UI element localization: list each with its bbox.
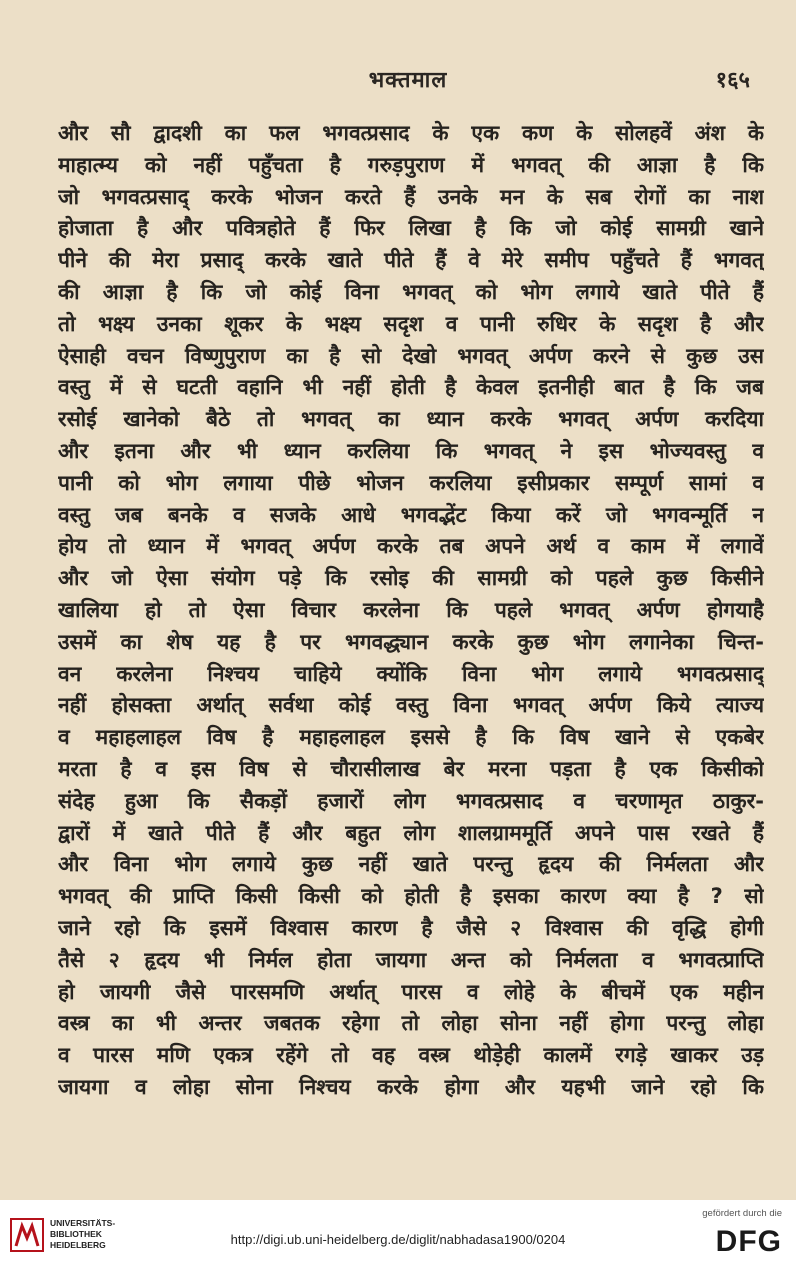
library-name-line-3: HEIDELBERG [50,1240,106,1250]
text-line: और विना भोग लगाये कुछ नहीं खाते परन्तु हृदय की निर्मलता और [58,852,764,877]
text-line: उसमें का शेष यह है पर भगवद्ध्यान करके कुछ भोग लगानेका चिन्त- [58,629,764,654]
viewer-footer [0,1200,796,1270]
text-line: माहात्म्य को नहीं पहुँचता है गरुड़पुराण में भगवत् की आज्ञा है कि [58,152,764,177]
page-header [60,64,756,94]
text-line: खालिया हो तो ऐसा विचार करलेना कि पहले भगवत् अर्पण होगयाहै [58,597,764,622]
text-line: पानी को भोग लगाया पीछे भोजन करलिया इसीप्रकार सम्पूर्ण सामां व [58,470,764,495]
text-line: ऐसाही वचन विष्णुपुराण का है सो देखो भगवत् अर्पण करने से कुछ उस [58,343,764,368]
text-line: वस्तु जब बनके व सजके आधे भगवद्भेंट किया करें जो भगवन्मूर्ति न [58,502,764,527]
text-line: जाने रहो कि इसमें विश्वास कारण है जैसे २ विश्वास की वृद्धि होगी [58,915,764,940]
body-text [58,118,764,1104]
text-line: और इतना और भी ध्यान करलिया कि भगवत् ने इस भोज्यवस्तु व [58,438,764,463]
library-name-line-2: BIBLIOTHEK [50,1229,102,1239]
text-line: और जो ऐसा संयोग पड़े कि रसोइ की सामग्री को पहले कुछ किसीने [58,566,764,591]
text-line: संदेह हुआ कि सैकड़ों हजारों लोग भगवत्प्रसाद व चरणामृत ठाकुर- [58,788,764,813]
running-title: भक्तमाल [368,68,448,93]
text-line: द्वारों में खाते पीते हैं और बहुत लोग शालग्राममूर्ति अपने पास रखते हैं [58,820,764,845]
text-line: मरता है व इस विष से चौरासीलाख बेर मरना पड़ता है एक किसीको [58,756,764,781]
text-line: तैसे २ हृदय भी निर्मल होता जायगा अन्त को निर्मलता व भगवत्प्राप्ति [58,947,764,972]
text-line: रसोई खानेको बैठे तो भगवत् का ध्यान करके भगवत् अर्पण करदिया [58,407,764,432]
text-line: भगवत् की प्राप्ति किसी किसी को होती है इसका कारण क्या है ? सो [58,884,764,909]
text-line: तो भक्ष्य उनका शूकर के भक्ष्य सदृश व पानी रुधिर के सदृश है और [58,311,764,336]
text-line: जो भगवत्प्रसाद् करके भोजन करते हैं उनके मन के सब रोगों का नाश [58,184,764,209]
dfg-logo: DFG [715,1225,782,1258]
text-line: वस्तु में से घटती वहानि भी नहीं होती है केवल इतनीही बात है कि जब [58,375,764,400]
text-line: की आज्ञा है कि जो कोई विना भगवत् को भोग लगाये खाते पीते हैं [58,279,764,304]
text-line: होय तो ध्यान में भगवत् अर्पण करके तब अपने अर्थ व काम में लगावें [58,534,764,559]
text-line: व पारस मणि एकत्र रहेंगे तो वह वस्त्र थोड़ेही कालमें रगड़े खाकर उड़ [58,1043,764,1068]
text-line: होजाता है और पवित्रहोते हैं फिर लिखा है कि जो कोई सामग्री खाने [58,216,764,241]
text-line: और सौ द्वादशी का फल भगवत्प्रसाद के एक कण के सोलहवें अंश के [58,121,764,145]
funder-note: gefördert durch die [702,1208,782,1219]
text-line: वस्त्र का भी अन्तर जबतक रहेगा तो लोहा सोना नहीं होगा परन्तु लोहा [58,1011,764,1036]
funder-block[interactable] [672,1208,782,1259]
text-line: जायगा व लोहा सोना निश्चय करके होगा और यहभी जाने रहो कि [58,1074,764,1099]
library-name-line-1: UNIVERSITÄTS- [50,1218,116,1228]
text-line: वन करलेना निश्चय चाहिये क्योंकि विना भोग लगाये भगवत्प्रसाद् [58,661,764,686]
text-line: हो जायगी जैसे पारसमणि अर्थात् पारस व लोहे के बीचमें एक महीन [58,979,764,1004]
text-line: नहीं होसक्ता अर्थात् सर्वथा कोई वस्तु विना भगवत् अर्पण किये त्याज्य [58,693,764,718]
text-line: व महाहलाहल विष है महाहलाहल इससे है कि विष खाने से एकबेर [58,725,764,750]
page-number: १६५ [715,68,750,93]
permalink-url[interactable]: http://digi.ub.uni-heidelberg.de/diglit/nabhadasa1900/0204 [230,1232,566,1247]
text-line: पीने की मेरा प्रसाद् करके खाते पीते हैं वे मेरे समीप पहुँचते हैं भगवत् [58,248,764,273]
